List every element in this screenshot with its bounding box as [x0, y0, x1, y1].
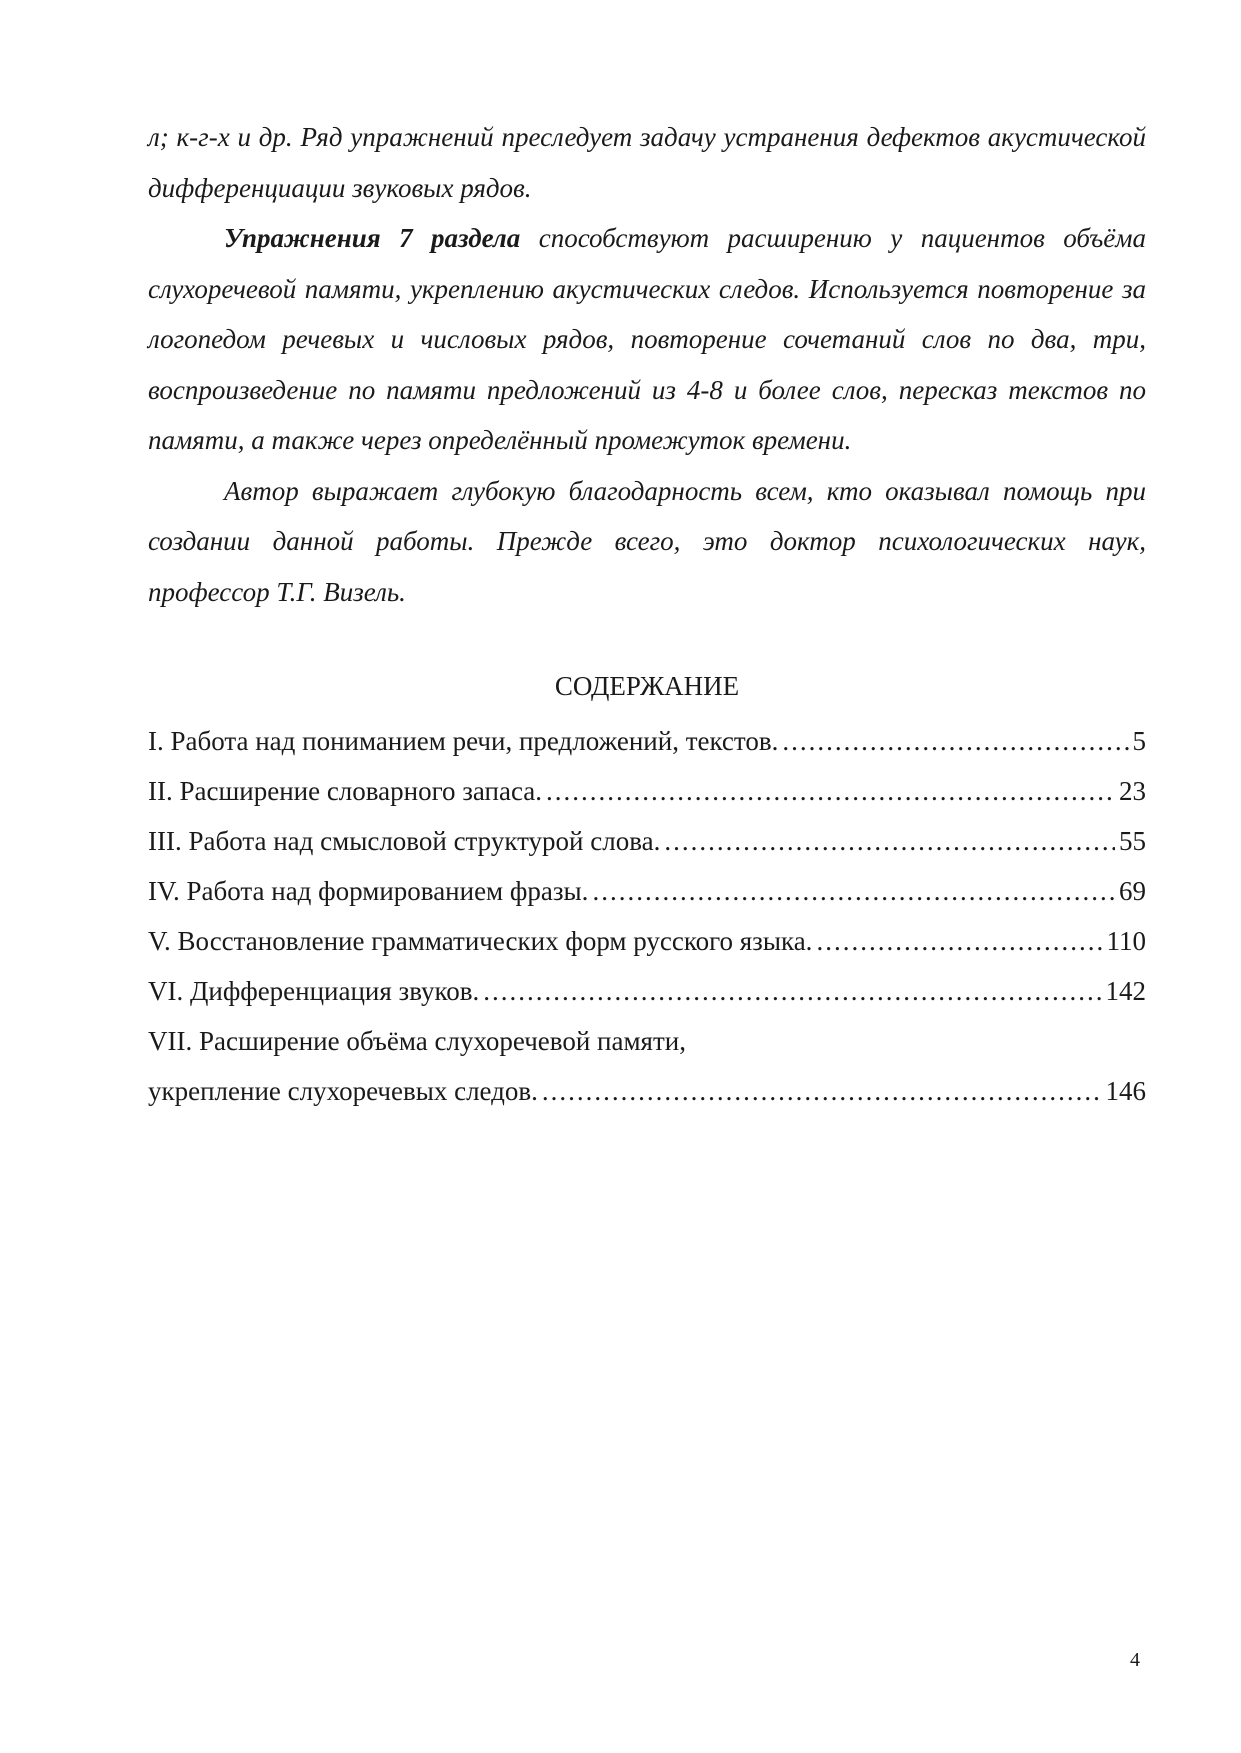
toc-item-title: укрепление слухоречевых следов. — [148, 1076, 538, 1106]
toc-heading: СОДЕРЖАНИЕ — [554, 671, 740, 701]
toc-leader-dots — [592, 866, 1115, 916]
table-of-contents — [148, 716, 1146, 1116]
toc-leader-dots — [782, 716, 1128, 766]
toc-item[interactable] — [148, 866, 1146, 916]
toc-item-title: IV. Работа над формированием фразы. — [148, 876, 589, 906]
toc-item[interactable] — [148, 766, 1146, 816]
toc-leader-dots — [664, 816, 1115, 866]
toc-item-title: VII. Расширение объёма слухоречевой памяти, — [148, 1026, 686, 1056]
toc-item-title: VI. Дифференциация звуков. — [148, 976, 480, 1006]
toc-item-multiline-first[interactable] — [148, 1016, 1146, 1066]
toc-leader-dots — [546, 766, 1115, 816]
toc-item-page: 69 — [1119, 876, 1146, 906]
toc-item-title: V. Восстановление грамматических форм русского языка. — [148, 926, 813, 956]
toc-item[interactable] — [148, 966, 1146, 1016]
toc-item[interactable] — [148, 816, 1146, 866]
page-number: 4 — [1130, 1649, 1140, 1671]
toc-item-page: 23 — [1119, 776, 1146, 806]
toc-item-title: I. Работа над пониманием речи, предложений, текстов. — [148, 726, 779, 756]
toc-item-page: 142 — [1105, 976, 1146, 1006]
toc-item-title: III. Работа над смысловой структурой слова. — [148, 826, 661, 856]
toc-leader-dots — [542, 1066, 1102, 1116]
body-text — [148, 112, 1146, 617]
toc-item[interactable] — [148, 716, 1146, 766]
paragraph-section7 — [148, 213, 1146, 466]
toc-leader-dots — [483, 966, 1101, 1016]
paragraph-continuation: л; к-г-х и др. Ряд упражнений преследует задачу устранения дефектов акустической дифференциации звуковых рядов. — [148, 122, 1146, 203]
toc-item-page: 5 — [1132, 726, 1146, 756]
paragraph-section7-text: способствуют расширению у пациентов объёма слухоречевой памяти, укреплению акустических следов. Используется повторение за логопедом речевых и числовых рядов, повторение сочетаний слов по два, три, воспроизведение по памяти предложений из 4-8 и более слов, пересказ текстов по памяти, а также через определённый промежуток времени. — [148, 223, 1147, 455]
toc-item-page: 55 — [1119, 826, 1146, 856]
toc-leader-dots — [816, 916, 1102, 966]
toc-item-page: 146 — [1105, 1076, 1146, 1106]
paragraph-acknowledgement: Автор выражает глубокую благодарность всем, кто оказывал помощь при создании данной работы. Прежде всего, это доктор психологических наук, профессор Т.Г. Визель. — [148, 475, 1146, 607]
toc-item-multiline-last[interactable] — [148, 1066, 1146, 1116]
paragraph-bold-lead: Упражнения 7 раздела — [224, 223, 521, 253]
toc-item-title: II. Расширение словарного запаса. — [148, 776, 543, 806]
toc-item[interactable] — [148, 916, 1146, 966]
toc-item-page: 110 — [1106, 926, 1146, 956]
